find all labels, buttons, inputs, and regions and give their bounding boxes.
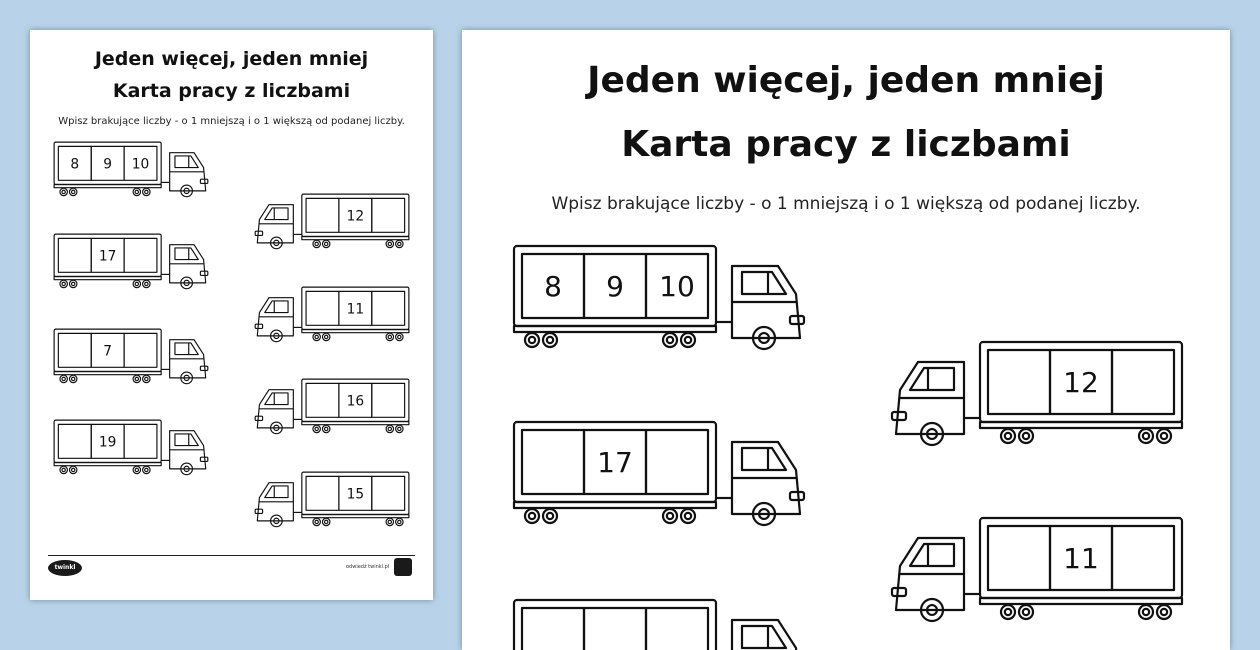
cell-number: 9 [103, 156, 113, 173]
worksheet-instruction: Wpisz brakujące liczby - o 1 mniejszą i o 1 większą od podanej liczby. [58, 116, 405, 127]
cab-window [742, 272, 786, 294]
number-cell [522, 430, 584, 494]
wheel-icon [133, 466, 140, 473]
number-cell [988, 526, 1050, 590]
wheel-icon [69, 280, 76, 287]
truck-item-large [510, 596, 810, 650]
cell-number: 10 [659, 270, 695, 304]
cell-number: 9 [606, 270, 624, 304]
worksheet-subtitle-large: Karta pracy z liczbami [621, 124, 1071, 165]
number-cell [58, 238, 91, 272]
wheel-icon [525, 509, 539, 523]
cab-window [742, 626, 786, 648]
worksheet-title: Jeden więcej, jeden mniej [94, 48, 369, 70]
wheel-icon [543, 509, 557, 523]
cab-window [265, 486, 288, 498]
truck-drawing [886, 514, 1186, 626]
wheel-icon [60, 280, 67, 287]
wheel-icon [60, 375, 67, 382]
wheel-icon [143, 188, 150, 195]
cell-number: 15 [346, 486, 365, 503]
number-cell [306, 291, 339, 325]
cell-number: 17 [597, 446, 633, 480]
number-cell [58, 424, 91, 458]
wheel-icon [133, 375, 140, 382]
wheel-icon [143, 466, 150, 473]
truck-item [52, 232, 211, 291]
number-cell [1112, 350, 1174, 414]
cab-window [910, 368, 954, 390]
cell-number: 8 [544, 270, 562, 304]
wheel-icon [396, 425, 403, 432]
cab-window [175, 156, 198, 168]
wheel-icon [386, 518, 393, 525]
wheel-icon [133, 280, 140, 287]
cell-number: 12 [346, 208, 365, 225]
cell-number: 11 [346, 301, 365, 318]
footer-badge-icon [394, 558, 412, 576]
truck-item [252, 377, 411, 436]
wheel-icon [386, 240, 393, 247]
cell-number: 10 [131, 156, 150, 173]
wheel-icon [60, 466, 67, 473]
truck-drawing [252, 470, 411, 529]
number-cell [306, 383, 339, 417]
wheel-icon [313, 240, 320, 247]
wheel-icon [663, 509, 677, 523]
worksheet-thumbnail [30, 30, 433, 600]
truck-item [52, 418, 211, 477]
wheel-icon [543, 333, 557, 347]
number-cell [372, 291, 405, 325]
cell-number: 17 [98, 248, 117, 265]
wheel-icon [396, 240, 403, 247]
truck-drawing [252, 285, 411, 344]
wheel-icon [1001, 605, 1015, 619]
wheel-icon [386, 425, 393, 432]
truck-item [252, 470, 411, 529]
worksheet-title-large: Jeden więcej, jeden mniej [587, 60, 1105, 101]
worksheet-subtitle: Karta pracy z liczbami [112, 80, 351, 102]
number-cell [124, 424, 157, 458]
wheel-icon [69, 466, 76, 473]
wheel-icon [681, 509, 695, 523]
wheel-icon [322, 425, 329, 432]
wheel-icon [69, 188, 76, 195]
number-cell [988, 350, 1050, 414]
cab-window [175, 434, 198, 446]
worksheet-instruction-large: Wpisz brakujące liczby - o 1 mniejszą i o 1 większą od podanej liczby. [551, 194, 1141, 214]
wheel-icon [1001, 429, 1015, 443]
number-cell [1112, 526, 1174, 590]
number-cell [646, 430, 708, 494]
truck-item-large [886, 338, 1186, 450]
truck-drawing [510, 596, 810, 650]
wheel-icon [1019, 605, 1033, 619]
truck-drawing [52, 140, 211, 199]
truck-drawing [52, 418, 211, 477]
wheel-icon [322, 240, 329, 247]
number-cell [646, 608, 708, 650]
truck-drawing [52, 232, 211, 291]
truck-item-large [510, 242, 810, 354]
wheel-icon [313, 333, 320, 340]
wheel-icon [143, 280, 150, 287]
cab-window [175, 343, 198, 355]
truck-item-large [886, 514, 1186, 626]
cell-number: 19 [98, 434, 117, 451]
cell-number: 16 [346, 393, 365, 410]
truck-item [252, 192, 411, 251]
wheel-icon [133, 188, 140, 195]
number-cell [124, 238, 157, 272]
wheel-icon [313, 425, 320, 432]
wheel-icon [1157, 429, 1171, 443]
wheel-icon [60, 188, 67, 195]
cell-number: 12 [1063, 366, 1099, 400]
wheel-icon [322, 333, 329, 340]
number-cell [306, 476, 339, 510]
wheel-icon [1139, 429, 1153, 443]
cab-window [265, 208, 288, 220]
number-cell [522, 608, 584, 650]
truck-item [52, 327, 211, 386]
cab-window [265, 301, 288, 313]
wheel-icon [663, 333, 677, 347]
truck-drawing [510, 242, 810, 354]
truck-drawing [886, 338, 1186, 450]
wheel-icon [1139, 605, 1153, 619]
wheel-icon [1157, 605, 1171, 619]
number-cell [306, 198, 339, 232]
footer-url: odwiedź twinkl.pl [346, 564, 390, 570]
truck-item [52, 140, 211, 199]
number-cell [372, 476, 405, 510]
cell-number: 11 [1063, 542, 1099, 576]
number-cell [372, 383, 405, 417]
cab-window [265, 393, 288, 405]
number-cell [372, 198, 405, 232]
cab-window [175, 248, 198, 260]
cab-window [742, 448, 786, 470]
truck-drawing [52, 327, 211, 386]
cell-number: 8 [70, 156, 80, 173]
truck-item [252, 285, 411, 344]
wheel-icon [313, 518, 320, 525]
cell-number: 7 [103, 343, 113, 360]
worksheet-zoomed [462, 30, 1230, 650]
wheel-icon [69, 375, 76, 382]
number-cell [58, 333, 91, 367]
twinkl-logo: twinkl [48, 560, 82, 576]
number-cell [124, 333, 157, 367]
wheel-icon [396, 333, 403, 340]
wheel-icon [525, 333, 539, 347]
truck-drawing [252, 192, 411, 251]
footer-divider [48, 555, 415, 556]
wheel-icon [1019, 429, 1033, 443]
wheel-icon [143, 375, 150, 382]
wheel-icon [322, 518, 329, 525]
wheel-icon [681, 333, 695, 347]
truck-item-large [510, 418, 810, 530]
truck-drawing [510, 418, 810, 530]
wheel-icon [396, 518, 403, 525]
wheel-icon [386, 333, 393, 340]
truck-drawing [252, 377, 411, 436]
number-cell [584, 608, 646, 650]
cab-window [910, 544, 954, 566]
